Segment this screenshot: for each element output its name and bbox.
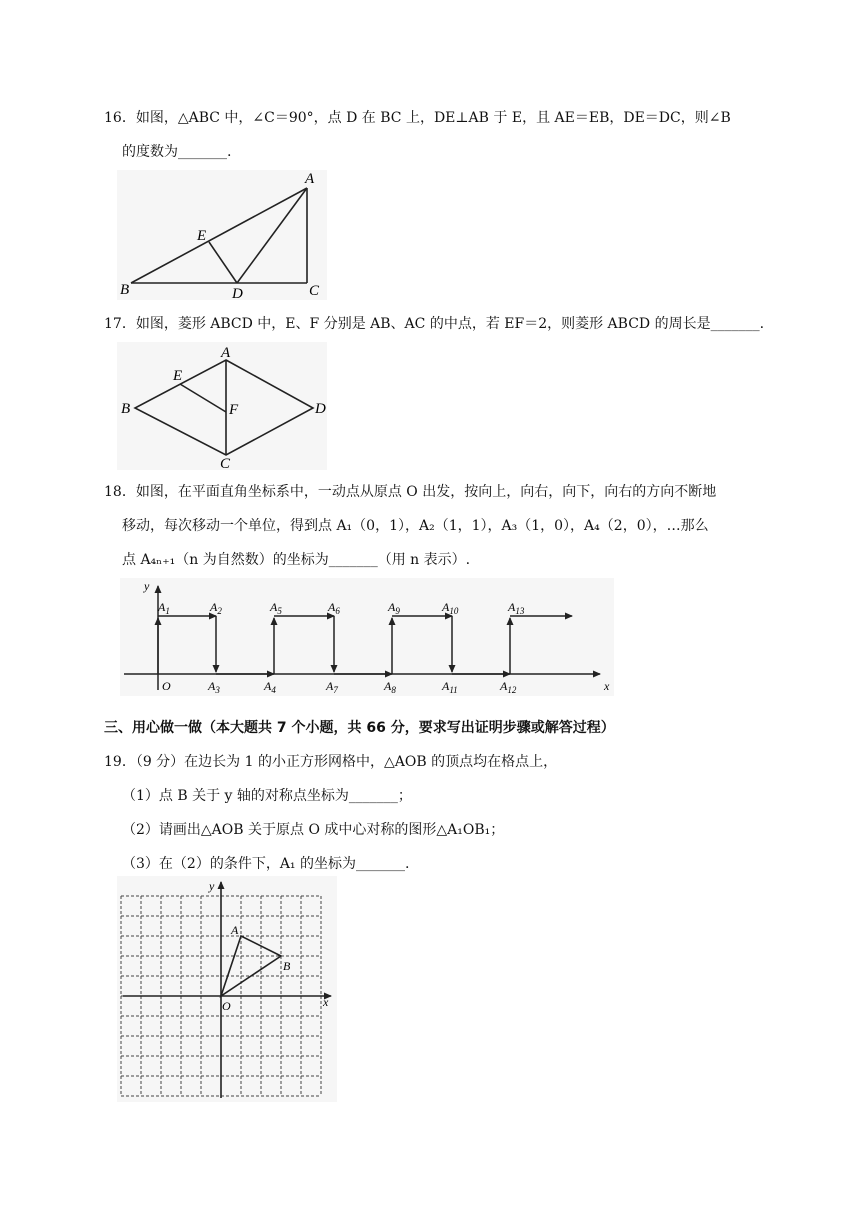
label-D: D xyxy=(315,401,326,417)
x-axis-label: x xyxy=(604,679,610,693)
label-A10: $A_{10}$ xyxy=(442,600,459,616)
segment-AD xyxy=(237,188,307,283)
label-A2: $A_2$ xyxy=(210,600,222,616)
label-A13: $A_{13}$ xyxy=(508,600,525,616)
q16-triangle-figure xyxy=(117,170,327,300)
q19-part1: （1）点 B 关于 y 轴的对称点坐标为_______； xyxy=(122,788,412,804)
origin-label: O xyxy=(162,679,171,693)
q19-grid-figure xyxy=(117,876,337,1102)
q18-text-line3: 点 A₄ₙ₊₁（n 为自然数）的坐标为_______（用 n 表示）. xyxy=(122,552,471,568)
label-E: E xyxy=(173,368,183,384)
segment-AB xyxy=(131,188,307,283)
segment-EF xyxy=(180,384,226,412)
label-C: C xyxy=(309,283,320,299)
label-A8: $A_8$ xyxy=(384,679,396,695)
label-B: B xyxy=(120,282,130,298)
label-D: D xyxy=(232,286,243,300)
label-B: B xyxy=(283,959,291,973)
label-A12: $A_{12}$ xyxy=(500,679,517,695)
x-axis-label: x xyxy=(323,995,329,1009)
rhombus-ABCD xyxy=(135,360,313,455)
label-A7: $A_7$ xyxy=(326,679,338,695)
segment-ED xyxy=(209,242,237,283)
q18-text-line1: 18．如图，在平面直角坐标系中，一动点从原点 O 出发，按向上，向右，向下，向右的方向不断地 xyxy=(104,484,717,500)
y-axis-label: y xyxy=(209,879,215,893)
label-A: A xyxy=(231,923,239,937)
origin-label: O xyxy=(222,999,231,1013)
q17-rhombus-figure xyxy=(117,342,327,470)
q18-text-line2: 移动，每次移动一个单位，得到点 A₁（0，1），A₂（1，1），A₃（1，0），A₄（2，0），…那么 xyxy=(122,518,709,534)
label-A4: $A_4$ xyxy=(264,679,276,695)
q19-intro: 19．（9 分）在边长为 1 的小正方形网格中，△AOB 的顶点均在格点上， xyxy=(104,754,558,770)
label-B: B xyxy=(121,401,131,417)
label-A6: $A_6$ xyxy=(328,600,340,616)
q19-part2: （2）请画出△AOB 关于原点 O 成中心对称的图形△A₁OB₁； xyxy=(122,822,505,838)
label-A11: $A_{11}$ xyxy=(442,679,458,695)
label-A1: $A_1$ xyxy=(158,600,170,616)
triangle-AOB xyxy=(221,936,281,996)
label-A: A xyxy=(221,345,231,361)
section3-heading: 三、用心做一做（本大题共 7 个小题，共 66 分，要求写出证明步骤或解答过程） xyxy=(104,720,615,736)
q16-text-line1: 16．如图，△ABC 中，∠C＝90°，点 D 在 BC 上，DE⊥AB 于 E，且 AE＝EB，DE＝DC，则∠B xyxy=(104,110,731,126)
q19-part3: （3）在（2）的条件下，A₁ 的坐标为_______. xyxy=(122,856,410,872)
label-C: C xyxy=(220,456,231,470)
q18-path-figure xyxy=(120,578,614,696)
label-A: A xyxy=(305,171,315,187)
y-axis-label: y xyxy=(144,579,150,593)
q16-text-line2: 的度数为_______. xyxy=(122,144,232,160)
label-A3: $A_3$ xyxy=(208,679,220,695)
label-E: E xyxy=(197,228,207,244)
label-A5: $A_5$ xyxy=(270,600,282,616)
label-F: F xyxy=(229,402,239,418)
label-A9: $A_9$ xyxy=(388,600,400,616)
q17-text-line1: 17．如图，菱形 ABCD 中，E、F 分别是 AB、AC 的中点，若 EF＝2，则菱形 ABCD 的周长是_______. xyxy=(104,316,765,332)
